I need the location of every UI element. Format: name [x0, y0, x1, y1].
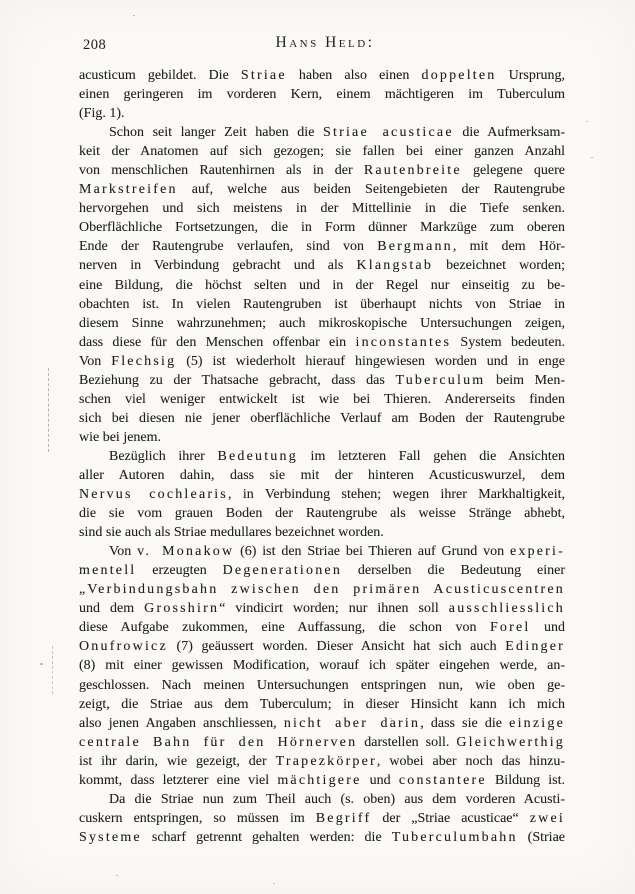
emphasized-text: Klangstab [356, 258, 434, 274]
scan-speck [116, 875, 118, 876]
text-run: Von [109, 544, 138, 560]
text-run: schen viel weniger entwickelt ist wie bei Thieren. Andererseits finden [79, 391, 565, 407]
text-line [79, 142, 565, 161]
text-run: hervorgehen und sich meistens in der Mittellinie in die Tiefe senken. [79, 201, 565, 217]
emphasized-text: Forel [489, 620, 531, 636]
text-run: Bildung ist. [486, 772, 565, 788]
paragraph [79, 447, 565, 542]
emphasized-text: Begriff [315, 810, 372, 826]
emphasized-text: nicht aber darin [283, 715, 421, 731]
text-run: (8) mit einer gewissen Modification, worauf ich später eingehen werde, an- [79, 658, 565, 674]
text-run: (Fig. 1). [79, 106, 125, 122]
text-line [79, 485, 565, 504]
text-run: wie bei jenem. [79, 429, 162, 445]
text-run: (7) geäussert worden. Dieser Ansicht hat sich auch [167, 639, 506, 655]
emphasized-text: Bergmann [377, 239, 453, 255]
emphasized-text: constantere [398, 772, 487, 788]
text-line [79, 333, 565, 352]
text-run: , wobei aber noch das hinzu- [376, 753, 565, 769]
text-run: keit der Anatomen auf sich gezogen; sie fallen bei einer ganzen Anzahl [79, 144, 565, 160]
text-run: scharf getrennt gehalten werden: die [141, 829, 392, 845]
text-line [79, 180, 565, 199]
emphasized-text: v. Monakow [137, 544, 235, 560]
text-run: , in Verbindung stehen; wegen ihrer Markhaltigkeit, [227, 487, 565, 503]
text-line [79, 371, 565, 390]
text-run: diesem Sinne wahrzunehmen; auch mikroskopische Untersuchungen zeigen, [79, 315, 565, 331]
text-run: (6) ist den Striae bei Thieren auf Grund von [234, 544, 510, 560]
text-run: cuskern entspringen, so müssen im [79, 810, 316, 826]
text-line [79, 752, 565, 771]
paragraph [79, 790, 565, 847]
text-block [79, 66, 565, 847]
emphasized-text: Trapezkörper [275, 753, 377, 769]
pencil-margin-mark [48, 368, 49, 452]
emphasized-text: centrale Bahn für den Hörnerven [79, 734, 358, 750]
scan-speck [586, 121, 588, 122]
text-run: die sie vom grauen Boden der Rautengrube als weisse Stränge abhebt, [79, 506, 565, 522]
text-line [79, 428, 565, 447]
text-line [79, 809, 565, 828]
text-run: gelegene quere [461, 163, 565, 179]
text-run: aller Autoren dahin, dass sie mit der hinteren Acusticuswurzel, dem [79, 467, 565, 483]
text-run: zeigt, die Striae aus dem Tuberculum; in dieser Hinsicht kann ich mich [79, 696, 565, 712]
emphasized-text: Striae acusticae [323, 125, 454, 141]
text-line [79, 352, 565, 371]
emphasized-text: Edinger [505, 639, 565, 655]
emphasized-text: Degenerationen [222, 563, 343, 579]
emphasized-text: Flechsig [111, 353, 177, 369]
text-line [79, 733, 565, 752]
text-line [79, 276, 565, 295]
emphasized-text: „Verbindungsbahn zwischen den primären Acusticuscentren [79, 582, 565, 598]
text-run: im letzteren Fall gehen die Ansichten [297, 448, 565, 464]
emphasized-text: Gleichwerthig [456, 734, 565, 750]
text-run: (Striae [517, 829, 566, 845]
emphasized-text: Tuberculumbahn [391, 829, 518, 845]
emphasized-text: doppelten [421, 68, 497, 83]
text-line [79, 656, 565, 675]
text-run: (5) ist wiederholt hierauf hingewiesen worden und in enge [176, 353, 565, 369]
text-line [79, 104, 565, 123]
scan-speck [273, 883, 275, 884]
text-line [79, 561, 565, 580]
text-line [79, 828, 565, 847]
pencil-margin-mark [52, 646, 53, 694]
text-line [79, 599, 565, 618]
emphasized-text: inconstantes [355, 334, 452, 350]
text-run: kommt, dass letzterer eine viel [79, 772, 278, 788]
text-run: von menschlichen Rautenhirnen als in der [79, 163, 364, 179]
text-run: und [530, 620, 565, 636]
emphasized-text: Nervus cochlearis [79, 487, 228, 503]
text-run: beim Men- [485, 372, 565, 388]
text-line [79, 218, 565, 237]
text-line [79, 523, 565, 542]
text-run: Ende der Rautengrube verlaufen, sind von [79, 239, 378, 255]
text-line [79, 790, 565, 809]
text-line [79, 637, 565, 656]
text-line [79, 466, 565, 485]
text-run: erzeugten [136, 563, 223, 579]
scan-speck [133, 15, 135, 16]
text-run: einen geringeren im vorderen Kern, einem mächtigeren im Tuberculum [79, 87, 565, 103]
text-run: “ vindicirt worden; nur ihnen soll [219, 601, 449, 617]
text-line [79, 580, 565, 599]
text-line [79, 771, 565, 790]
emphasized-text: einzige [509, 715, 565, 731]
text-line [79, 256, 565, 275]
scan-speck [591, 157, 593, 158]
text-run: dass diese für den Menschen offenbar ein [79, 334, 356, 350]
running-title: Hans Held: [275, 34, 375, 51]
emphasized-text: Grosshirn [144, 601, 220, 617]
text-run: , dass sie die [420, 715, 510, 731]
text-run: Da die Striae nun zum Theil auch (s. oben) aus dem vorderen Acusti- [109, 791, 565, 807]
text-line [79, 295, 565, 314]
text-line [79, 542, 565, 561]
text-line [79, 695, 565, 714]
text-line [79, 447, 565, 466]
emphasized-text: Striae [240, 68, 287, 83]
text-line [79, 161, 565, 180]
text-run: obachten ist. In vielen Rautengruben ist überhaupt nichts von Striae in [79, 296, 565, 312]
text-line [79, 676, 565, 695]
text-line [79, 618, 565, 637]
emphasized-text: mächtigere [277, 772, 362, 788]
emphasized-text: Rautenbreite [363, 163, 462, 179]
scan-speck [40, 663, 43, 665]
text-run: Ursprung, [496, 68, 566, 83]
text-run: derselben die Bedeutung einer [342, 563, 565, 579]
text-run: System bedeuten. [451, 334, 565, 350]
text-run: bezeichnet worden; [433, 258, 565, 274]
text-run: Von [79, 353, 112, 369]
text-line [79, 85, 565, 104]
text-run: darstellen soll. [357, 734, 457, 750]
text-run: Schon seit langer Zeit haben die [109, 125, 323, 141]
text-run: und dem [79, 601, 145, 617]
paragraph [79, 66, 565, 123]
text-run: sich bei diesen nie jener oberflächliche Verlauf am Boden der Rautengrube [79, 410, 565, 426]
scan-speck [390, 718, 392, 719]
text-line [79, 409, 565, 428]
emphasized-text: experi- [509, 544, 565, 560]
paragraph [79, 542, 565, 790]
text-run: die Aufmerksam- [453, 125, 565, 141]
text-run: sind sie auch als Striae medullares bezeichnet worden. [79, 525, 384, 541]
emphasized-text: zwei [529, 810, 565, 826]
page-number: 208 [83, 37, 107, 53]
text-line [79, 314, 565, 333]
paragraph [79, 123, 565, 447]
text-line [79, 237, 565, 256]
text-run: also jenen Angaben anschliessen, [79, 715, 284, 731]
emphasized-text: Tuberculum [395, 372, 486, 388]
text-run: diese Aufgabe zukommen, eine Auffassung, die schon von [79, 620, 490, 636]
text-line [79, 123, 565, 142]
text-line [79, 504, 565, 523]
text-run: ist ihr darin, wie gezeigt, der [79, 753, 276, 769]
text-run: Beziehung zu der Thatsache gebracht, dass das [79, 372, 396, 388]
text-run: auf, welche aus beiden Seitengebieten der Rautengrube [177, 182, 565, 198]
text-line [79, 714, 565, 733]
text-run: Bezüglich ihrer [109, 448, 218, 464]
text-run: , mit dem Hör- [452, 239, 565, 255]
text-line [79, 199, 565, 218]
emphasized-text: Bedeutung [217, 448, 298, 464]
text-run: haben also einen [286, 68, 422, 83]
text-line [79, 390, 565, 409]
text-run: geschlossen. Nach meinen Untersuchungen entspringen nun, wie oben ge- [79, 677, 565, 693]
text-run: Oberflächliche Fortsetzungen, die in Form dünner Markzüge zum oberen [79, 220, 565, 236]
text-run: und [361, 772, 399, 788]
emphasized-text: ausschliesslich [448, 601, 565, 617]
text-line [79, 66, 565, 85]
emphasized-text: Systeme [79, 829, 142, 845]
emphasized-text: Markstreifen [79, 182, 178, 198]
emphasized-text: Onufrowicz [79, 639, 168, 655]
text-run: eine Bildung, die höchst selten und in der Regel nur einseitig zu be- [79, 277, 565, 293]
emphasized-text: mentell [79, 563, 137, 579]
text-run: der „Striae acusticae“ [371, 810, 530, 826]
text-run: acusticum gebildet. Die [79, 68, 241, 83]
text-run: nerven in Verbindung gebracht und als [79, 258, 357, 274]
